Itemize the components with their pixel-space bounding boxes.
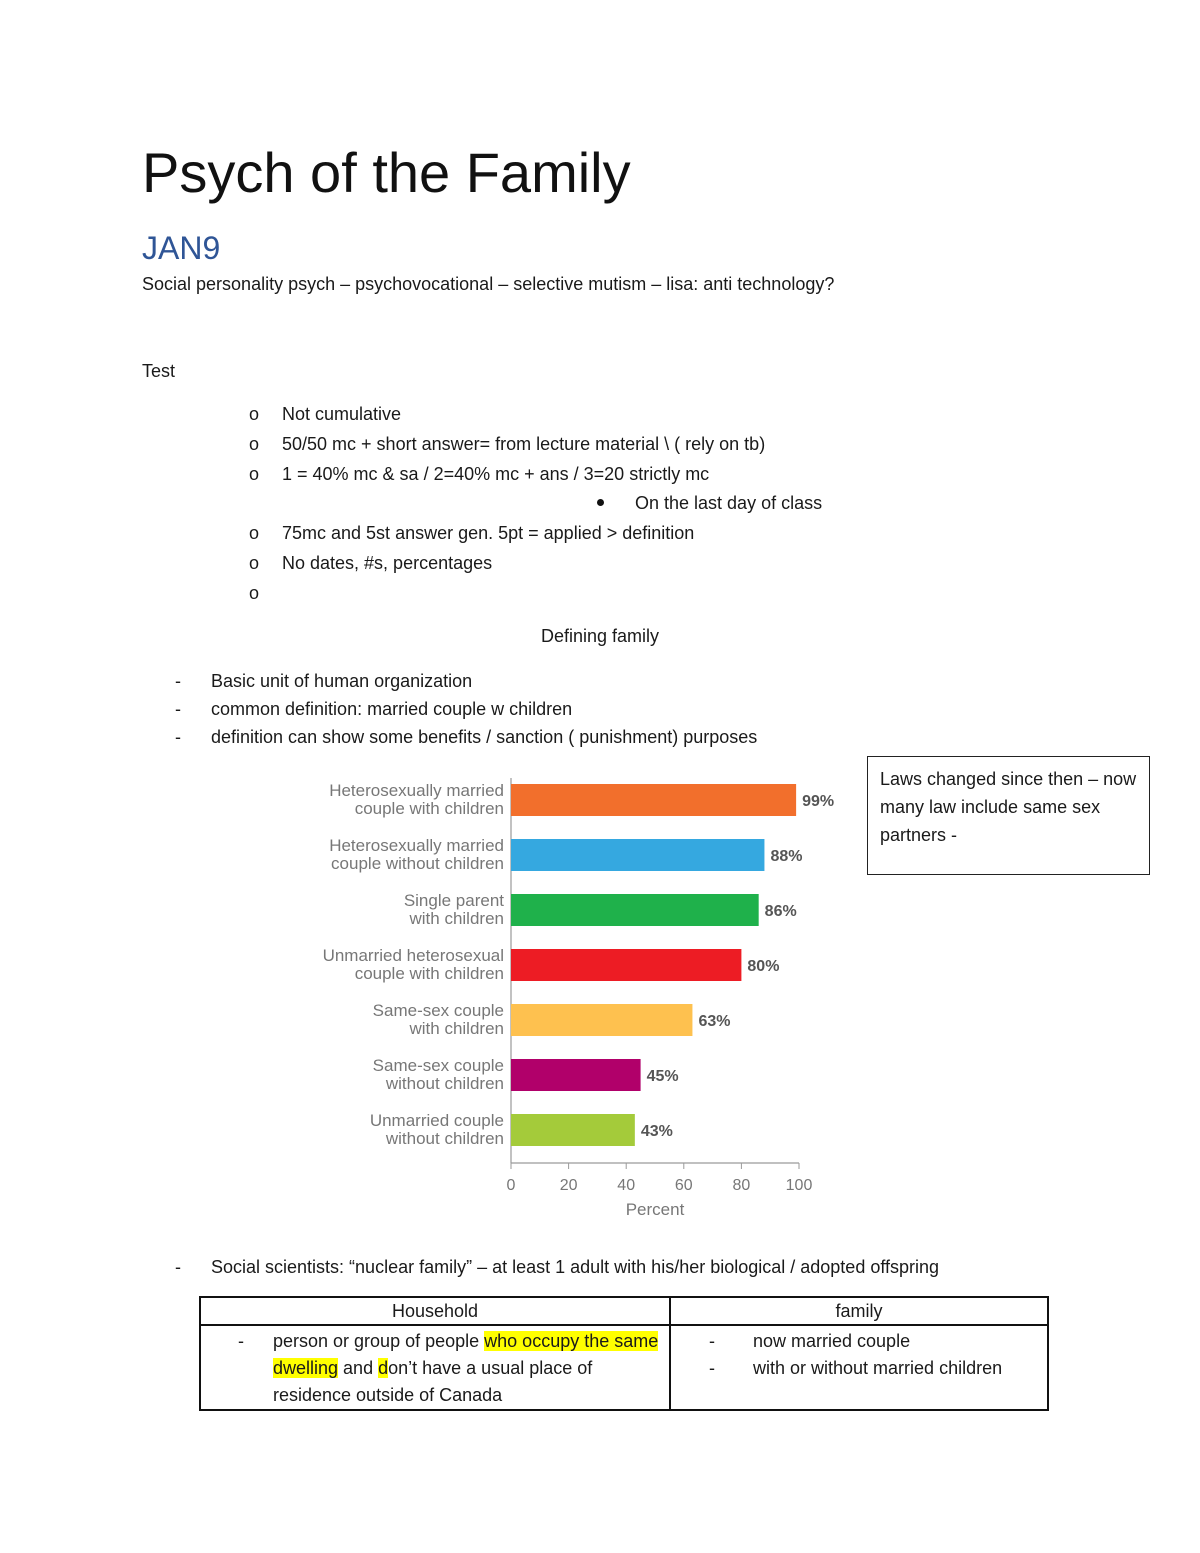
family-item: now married couple: [753, 1331, 911, 1351]
test-label: Test: [142, 361, 176, 381]
bar-value-label: 86%: [764, 903, 797, 920]
dash-bullet-icon: -: [709, 1358, 715, 1378]
dash-bullet-icon: -: [175, 699, 181, 719]
x-tick-label: 20: [559, 1177, 578, 1194]
family-item: with or without married children: [753, 1358, 1003, 1378]
x-tick-label: 60: [674, 1177, 693, 1194]
social-scientists-line: Social scientists: “nuclear family” – at least 1 adult with his/her biological / adopted offspring: [211, 1257, 940, 1277]
table-header-family: family: [670, 1297, 1048, 1325]
category-label: Same-sex couple: [372, 1056, 504, 1075]
test-item: 1 = 40% mc & sa / 2=40% mc + ans / 3=20 strictly mc: [282, 464, 710, 484]
dash-bullet-icon: -: [175, 727, 181, 747]
dot-bullet-icon: [597, 499, 604, 506]
category-label: Single parent: [403, 891, 504, 910]
x-tick-label: 100: [785, 1177, 813, 1194]
definition-item: Basic unit of human organization: [211, 671, 473, 691]
circle-bullet-icon: o: [248, 404, 259, 424]
category-label: Unmarried couple: [369, 1111, 504, 1130]
test-item: Not cumulative: [282, 404, 402, 424]
bar: [511, 1059, 641, 1091]
bar: [511, 1004, 692, 1036]
test-item: 75mc and 5st answer gen. 5pt = applied > definition: [282, 523, 695, 543]
category-label: Unmarried heterosexual: [322, 946, 504, 965]
table-header-household: Household: [200, 1297, 670, 1325]
test-subitem: On the last day of class: [635, 493, 823, 513]
category-label: with children: [409, 1019, 504, 1038]
bar-value-label: 43%: [640, 1123, 673, 1140]
x-tick-label: 40: [617, 1177, 636, 1194]
category-label: couple without children: [331, 854, 504, 873]
category-label: couple with children: [354, 799, 504, 818]
comparison-table: [199, 1296, 1049, 1411]
household-definition: person or group of people who occupy the same dwelling and don’t have a usual place of residence outside of Canada: [273, 1331, 659, 1405]
bar: [511, 949, 741, 981]
household-cell: [200, 1325, 670, 1410]
category-label: Same-sex couple: [372, 1001, 504, 1020]
category-label: Heterosexually married: [329, 836, 504, 855]
bar: [511, 1114, 635, 1146]
test-item: No dates, #s, percentages: [282, 553, 493, 573]
x-tick-label: 0: [506, 1177, 516, 1194]
x-axis-title: Percent: [625, 1200, 685, 1215]
category-label: with children: [409, 909, 504, 928]
bar-value-label: 45%: [646, 1068, 679, 1085]
page-title: Psych of the Family: [142, 141, 631, 204]
bar: [511, 839, 764, 871]
table-row: [200, 1325, 1048, 1410]
circle-bullet-icon: o: [248, 523, 259, 543]
definition-item: definition can show some benefits / sanction ( punishment) purposes: [211, 727, 758, 747]
bar: [511, 894, 759, 926]
circle-bullet-icon: o: [248, 553, 259, 573]
bar-value-label: 80%: [747, 958, 780, 975]
bar-value-label: 88%: [770, 848, 803, 865]
category-label: Heterosexually married: [329, 781, 504, 800]
test-item: 50/50 mc + short answer= from lecture material \ ( rely on tb): [282, 434, 766, 454]
bar-chart: [290, 770, 850, 1215]
x-tick-label: 80: [732, 1177, 751, 1194]
circle-bullet-icon: o: [248, 464, 259, 484]
category-label: without children: [385, 1074, 504, 1093]
bar-value-label: 99%: [802, 793, 835, 810]
dash-bullet-icon: -: [709, 1331, 715, 1351]
note-textbox: Laws changed since then – now many law include same sex partners -: [867, 756, 1150, 875]
bar-value-label: 63%: [698, 1013, 731, 1030]
circle-bullet-icon: o: [248, 583, 259, 603]
category-label: without children: [385, 1129, 504, 1148]
definition-item: common definition: married couple w children: [211, 699, 573, 719]
category-label: couple with children: [354, 964, 504, 983]
bar: [511, 784, 796, 816]
section-heading: Defining family: [540, 626, 660, 646]
date-heading: JAN9: [142, 230, 221, 266]
circle-bullet-icon: o: [248, 434, 259, 454]
dash-bullet-icon: -: [238, 1331, 244, 1351]
dash-bullet-icon: -: [175, 1257, 181, 1277]
family-cell: [670, 1325, 1048, 1410]
intro-line: Social personality psych – psychovocational – selective mutism – lisa: anti technology?: [142, 274, 835, 294]
dash-bullet-icon: -: [175, 671, 181, 691]
